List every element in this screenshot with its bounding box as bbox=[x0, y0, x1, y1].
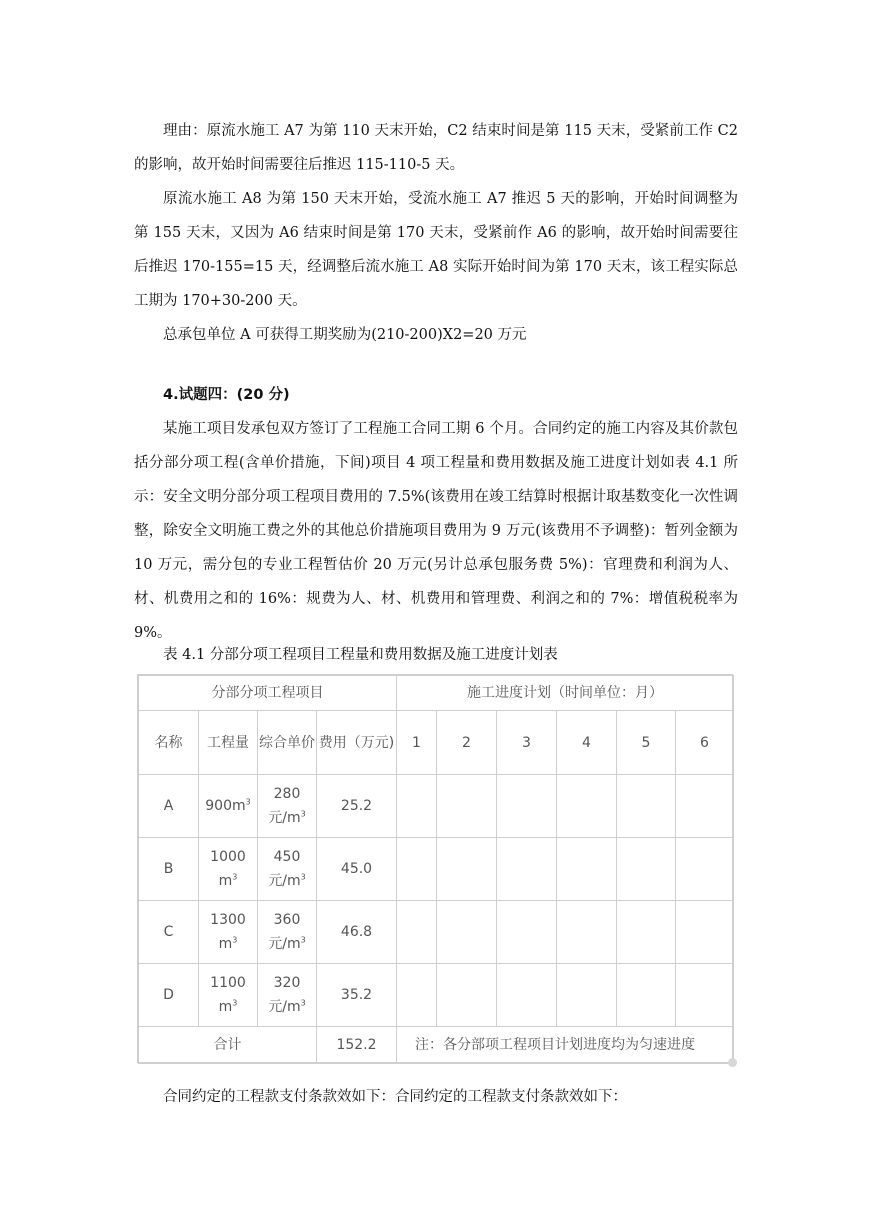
row-quantity: 1100 $m^3$ bbox=[199, 964, 258, 1027]
row-quantity: 1000 $m^3$ bbox=[199, 838, 258, 901]
schedule-cell bbox=[437, 964, 497, 1027]
col-header-quantity: 工程量 bbox=[199, 711, 258, 775]
group-header-schedule: 施工进度计划（时间单位：月） bbox=[397, 676, 734, 711]
group-header-items: 分部分项工程项目 bbox=[139, 676, 397, 711]
schedule-table-container bbox=[137, 674, 733, 1063]
schedule-cell bbox=[557, 964, 617, 1027]
schedule-cell bbox=[676, 964, 734, 1027]
col-header-month-4: 4 bbox=[557, 711, 617, 775]
schedule-cell bbox=[617, 775, 676, 838]
schedule-table bbox=[138, 675, 734, 1064]
schedule-cell bbox=[497, 775, 557, 838]
schedule-cell bbox=[437, 901, 497, 964]
schedule-cell bbox=[617, 964, 676, 1027]
row-cost: 35.2 bbox=[317, 964, 397, 1027]
row-cost: 46.8 bbox=[317, 901, 397, 964]
table-total-row bbox=[139, 1027, 734, 1064]
col-header-month-3: 3 bbox=[497, 711, 557, 775]
schedule-cell bbox=[617, 838, 676, 901]
schedule-cell bbox=[557, 838, 617, 901]
question-body: 某施工项目发承包双方签订了工程施工合同工期 6 个月。合同约定的施工内容及其价款包括分部分项工程(含单价措施，下间)项目 4 项工程量和费用数据及施工进度计划如表 4.1 所示：安全文明分部分项工程项目费用的 7.5%(该费用在竣工结算时根据计取基数变化一次性调整，除安全文明施工费之外的其他总价措施项目费用为 9 万元(该费用不予调整)：暂列金额为 10 万元，需分包的专业工程暂估价 20 万元(另计总承包服务费 5%)：官理费和利润为人、材、机费用之和的 16%：规费为人、材、机费用和管理费、利润之和的 7%：增值税税率为 9%。 bbox=[134, 421, 738, 641]
col-header-unit-price: 综合单价 bbox=[258, 711, 317, 775]
col-header-month-2: 2 bbox=[437, 711, 497, 775]
row-cost: 25.2 bbox=[317, 775, 397, 838]
col-header-month-6: 6 bbox=[676, 711, 734, 775]
reason-paragraph-2: 原流水施工 A8 为第 150 天末开始，受流水施工 A7 推迟 5 天的影响，开始时间调整为第 155 天末，又因为 A6 结束时间是第 170 天末，受紧前作 A6 的影响，故开始时间需要往后推迟 170-155=15 天，经调整后流水施工 A8 实际开始时间为第 170 天末，该工程实际总工期为 170+30-200 天。 bbox=[134, 191, 738, 309]
total-label: 合计 bbox=[139, 1027, 317, 1064]
schedule-cell bbox=[437, 838, 497, 901]
table-row bbox=[139, 838, 734, 901]
table-column-header-row bbox=[139, 711, 734, 775]
question-heading: 4.试题四：(20 分) bbox=[163, 387, 290, 403]
row-name: A bbox=[139, 775, 199, 838]
payment-terms-paragraph: 合同约定的工程款支付条款效如下：合同约定的工程款支付条款效如下： bbox=[163, 1089, 627, 1105]
schedule-cell bbox=[397, 964, 437, 1027]
row-quantity: $900m^3$ bbox=[199, 775, 258, 838]
col-header-month-1: 1 bbox=[397, 711, 437, 775]
row-unit-price: 450 元$/m^3$ bbox=[258, 838, 317, 901]
reward-paragraph: 总承包单位 A 可获得工期奖励为(210-200)X2=20 万元 bbox=[163, 327, 527, 343]
row-unit-price: 280 元$/m^3$ bbox=[258, 775, 317, 838]
schedule-cell bbox=[676, 901, 734, 964]
table-group-header-row bbox=[139, 676, 734, 711]
schedule-cell bbox=[397, 775, 437, 838]
col-header-name: 名称 bbox=[139, 711, 199, 775]
row-quantity: 1300 $m^3$ bbox=[199, 901, 258, 964]
total-value: 152.2 bbox=[317, 1027, 397, 1064]
schedule-cell bbox=[397, 838, 437, 901]
col-header-month-5: 5 bbox=[617, 711, 676, 775]
reason-paragraph-1: 理由：原流水施工 A7 为第 110 天末开始，C2 结束时间是第 115 天末，受紧前工作 C2 的影响，故开始时间需要往后推迟 115-110-5 天。 bbox=[134, 123, 738, 173]
row-name: B bbox=[139, 838, 199, 901]
row-unit-price: 320 元$/m^3$ bbox=[258, 964, 317, 1027]
table-caption: 表 4.1 分部分项工程项目工程量和费用数据及施工进度计划表 bbox=[163, 647, 558, 663]
schedule-cell bbox=[676, 838, 734, 901]
table-row bbox=[139, 964, 734, 1027]
schedule-cell bbox=[676, 775, 734, 838]
schedule-cell bbox=[557, 901, 617, 964]
schedule-cell bbox=[397, 901, 437, 964]
col-header-cost: 费用（万元) bbox=[317, 711, 397, 775]
schedule-cell bbox=[617, 901, 676, 964]
row-cost: 45.0 bbox=[317, 838, 397, 901]
table-row bbox=[139, 775, 734, 838]
row-name: D bbox=[139, 964, 199, 1027]
schedule-cell bbox=[557, 775, 617, 838]
schedule-cell bbox=[497, 964, 557, 1027]
schedule-cell bbox=[437, 775, 497, 838]
row-unit-price: 360 元$/m^3$ bbox=[258, 901, 317, 964]
table-row bbox=[139, 901, 734, 964]
schedule-cell bbox=[497, 838, 557, 901]
row-name: C bbox=[139, 901, 199, 964]
schedule-cell bbox=[497, 901, 557, 964]
resize-handle bbox=[728, 1058, 737, 1067]
table-note: 注：各分部项工程项目计划进度均为匀速进度 bbox=[397, 1027, 734, 1064]
